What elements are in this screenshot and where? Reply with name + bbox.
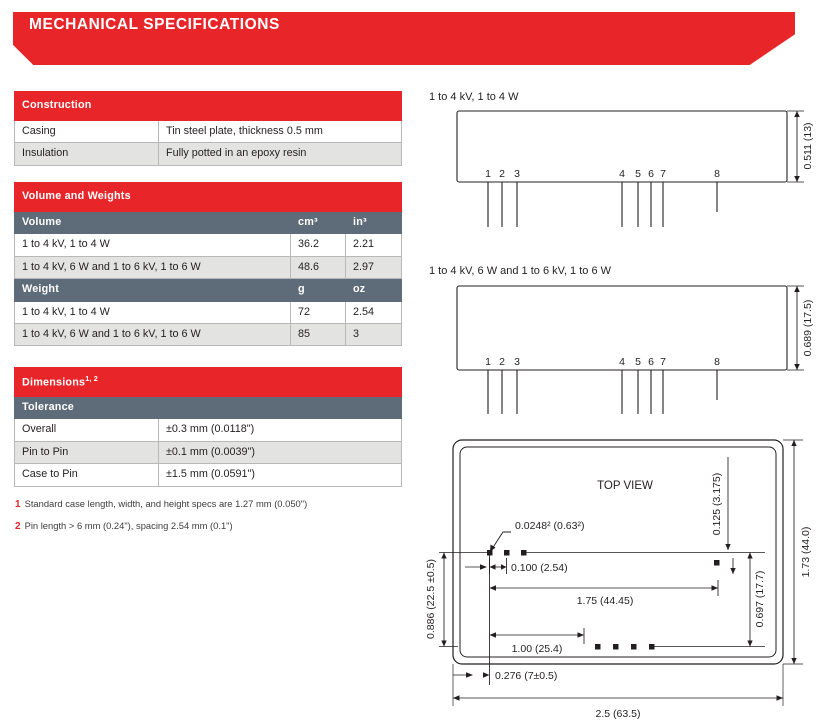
pin-leads [488,182,717,227]
table-header-row [15,92,402,121]
svg-text:5: 5 [635,356,641,368]
pin-numbers [485,356,720,368]
edge-dimension-label: 0.276 (7±0.5) [495,670,558,682]
table-row [15,464,402,486]
pad-row-top [487,550,527,556]
mid-dimension-label: 1.00 (25.4) [511,643,563,655]
svg-text:5: 5 [635,168,641,180]
pin-leads [488,370,717,414]
footnote-text: Standard case length, width, and height specs are 1.27 mm (0.050") [24,498,308,509]
row-value: ±0.1 mm (0.0039") [159,441,402,463]
row-value: Tin steel plate, thickness 0.5 mm [159,121,402,143]
column-header-volume: Volume [15,212,291,234]
column-header-weight: Weight [15,279,291,301]
svg-text:1: 1 [485,356,491,368]
row-label: Case to Pin [15,464,159,486]
svg-text:2: 2 [499,356,505,368]
column-header-in3: in³ [346,212,402,234]
footnote-item [15,520,415,533]
right-dimension [747,553,752,647]
footnote-marker: 2 [15,521,21,532]
svg-text:4: 4 [619,356,625,368]
inner-height-label: 0.886 (22.5 ±0.5) [425,559,437,639]
row-value-g: 85 [291,324,346,346]
right-dimension-label: 0.697 (17.7) [754,570,766,628]
column-header-tolerance: Tolerance [15,397,402,419]
column-header-g: g [291,279,346,301]
footnote-marker: 1 [15,499,21,510]
pad-right-dimension [730,558,735,574]
svg-text:8: 8 [714,356,720,368]
dimensions-title-text: Dimensions [22,376,86,389]
svg-text:2: 2 [499,168,505,180]
side-view-1-height-label: 0.511 (13) [802,122,814,170]
table-row [15,441,402,463]
row-value: Fully potted in an epoxy resin [159,143,402,165]
row-value-in3: 2.21 [346,234,402,256]
table-row [15,143,402,165]
column-header-cm3: cm³ [291,212,346,234]
row-label: Overall [15,419,159,441]
pad-callout-leader [490,532,511,552]
edge-dimension [453,550,490,685]
table-row [15,419,402,441]
side-view-1-title: 1 to 4 kV, 1 to 4 W [429,91,519,103]
svg-text:4: 4 [619,168,625,180]
pitch-dimension-label: 0.100 (2.54) [511,562,568,574]
page-title: MECHANICAL SPECIFICATIONS [29,16,280,33]
footnote-list [15,498,415,542]
top-view-label: TOP VIEW [597,480,653,492]
row-value: ±0.3 mm (0.0118") [159,419,402,441]
table-row [15,301,402,323]
pad-row-bottom [595,644,655,650]
pitch-dimension [465,558,507,574]
table-header-row [15,183,402,212]
side-view-1-drawing [425,105,825,240]
svg-text:7: 7 [660,356,666,368]
row-value-oz: 3 [346,324,402,346]
side-view-2-drawing [425,280,825,420]
span-dimension [490,580,719,596]
row-value: ±1.5 mm (0.0591") [159,464,402,486]
table-subheader-row [15,397,402,419]
table-header-row [15,368,402,397]
svg-text:6: 6 [648,168,654,180]
pin-numbers [485,168,720,180]
row-value-cm3: 36.2 [291,234,346,256]
top-view-drawing [425,432,831,724]
row-value-oz: 2.54 [346,301,402,323]
row-value-in3: 2.97 [346,256,402,278]
inner-height-dimension [439,553,458,647]
dimensions-table [14,367,402,487]
row-label: 1 to 4 kV, 1 to 4 W [15,234,291,256]
top-offset-label: 0.125 (3.175) [711,472,723,536]
svg-text:3: 3 [514,168,520,180]
pad-right [714,560,720,566]
footnote-text: Pin length > 6 mm (0.24"), spacing 2.54 mm (0.1") [24,520,233,531]
mid-dimension [490,628,585,644]
row-label: Pin to Pin [15,441,159,463]
pad-callout-label: 0.0248² (0.63²) [515,520,585,532]
row-label: Casing [15,121,159,143]
side-view-2-title: 1 to 4 kV, 6 W and 1 to 6 kV, 1 to 6 W [429,265,612,277]
svg-text:3: 3 [514,356,520,368]
table-row [15,256,402,278]
svg-text:6: 6 [648,356,654,368]
svg-text:8: 8 [714,168,720,180]
row-value-cm3: 48.6 [291,256,346,278]
row-label: 1 to 4 kV, 1 to 4 W [15,301,291,323]
row-label: Insulation [15,143,159,165]
weight-subheader-row [15,279,402,301]
svg-text:1: 1 [485,168,491,180]
span-dimension-label: 1.75 (44.45) [576,595,634,607]
volume-weights-table-title: Volume and Weights [15,183,402,212]
column-header-oz: oz [346,279,402,301]
construction-table [14,91,402,166]
table-row [15,324,402,346]
construction-table-title: Construction [15,92,402,121]
volume-subheader-row [15,212,402,234]
footnote-item [15,498,415,511]
volume-weights-table [14,182,402,346]
table-row [15,121,402,143]
table-row [15,234,402,256]
dimensions-table-title [15,368,402,397]
row-label: 1 to 4 kV, 6 W and 1 to 6 kV, 1 to 6 W [15,324,291,346]
overall-width-label: 2.5 (63.5) [595,708,641,720]
row-value-g: 72 [291,301,346,323]
dimensions-title-footnote-ref: 1, 2 [85,373,98,383]
row-label: 1 to 4 kV, 6 W and 1 to 6 kV, 1 to 6 W [15,256,291,278]
side-view-2-height-label: 0.689 (17.5) [802,299,814,357]
overall-height-label: 1.73 (44.0) [800,526,812,578]
top-offset-dimension [725,457,730,550]
svg-text:7: 7 [660,168,666,180]
